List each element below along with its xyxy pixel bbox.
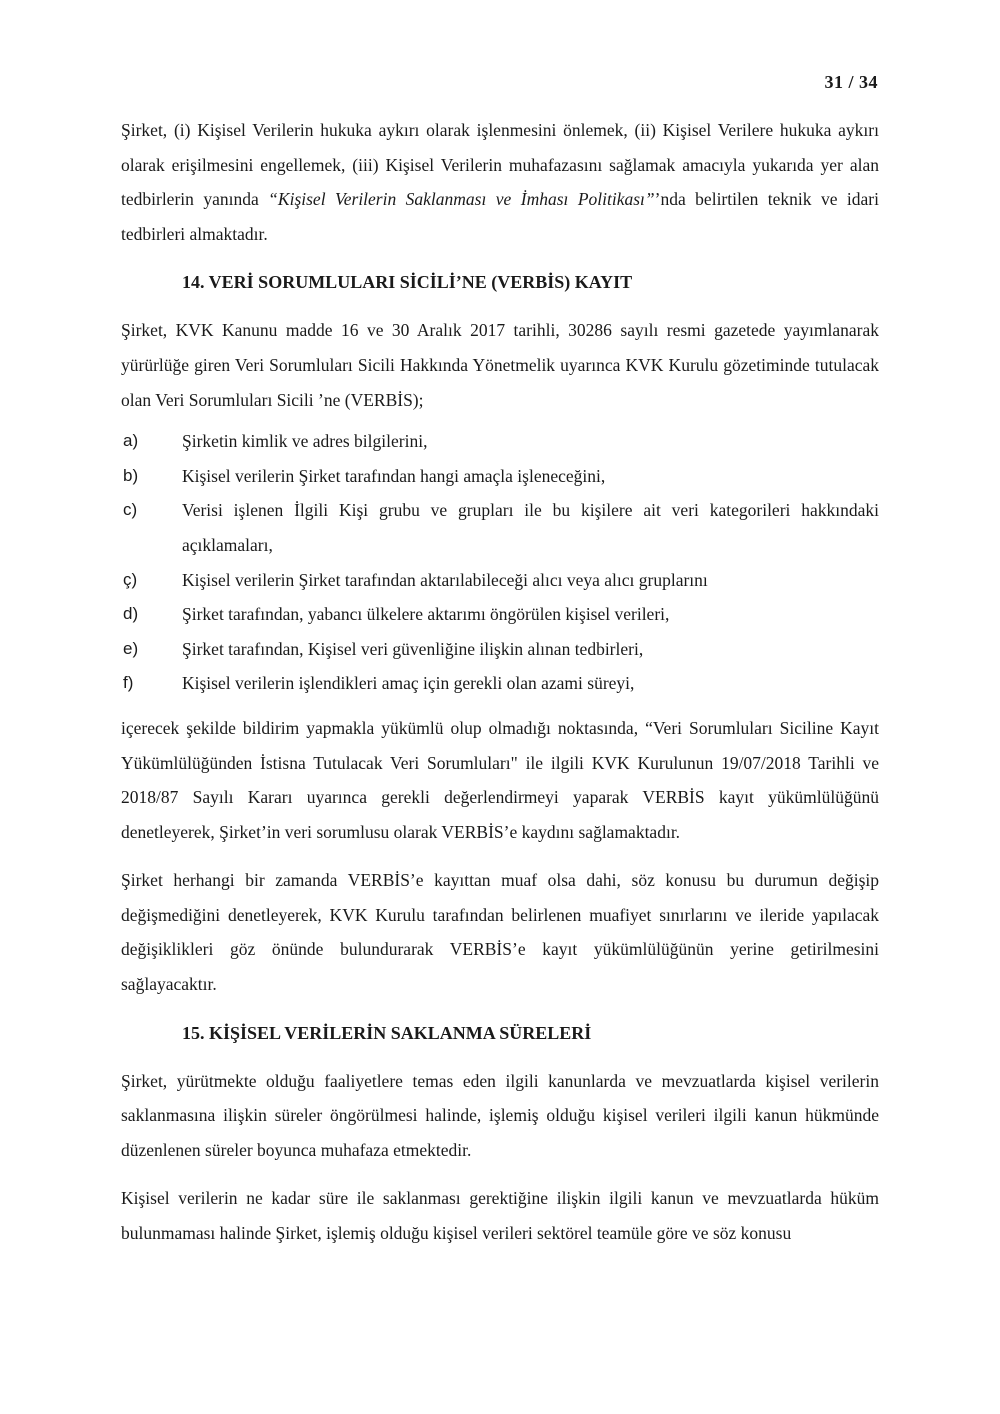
intro-text-end: ’nda belirtilen teknik ve idari tedbirleri almaktadır. xyxy=(121,189,879,244)
list-marker: b) xyxy=(123,465,139,485)
list-marker: c) xyxy=(123,500,138,520)
list-item-text: Şirket tarafından, Kişisel veri güvenliğine ilişkin alınan tedbirleri, xyxy=(182,638,644,659)
exemption-paragraph: Şirket herhangi bir zamanda VERBİS’e kayıttan muaf olsa dahi, söz konusu bu durumun değişip değişmediğini denetleyerek, KVK Kurulu tarafından belirlenen muafiyet sınırlarını ve ileride yapılacak değişiklikleri göz önünde bulundurarak VERBİS’e kayıt yükümlülüğünün yerine getirilmesini sağlayacaktır. xyxy=(121,870,879,995)
list-item xyxy=(121,563,879,598)
page-number: 31 / 34 xyxy=(824,72,878,92)
list-marker: f) xyxy=(123,673,134,693)
after-list-paragraph: içerecek şekilde bildirim yapmakla yükümlü olup olmadığı noktasında, “Veri Sorumluları Siciline Kayıt Yükümlülüğünden İstisna Tutulacak Veri Sorumluları" ile ilgili KVK Kurulunun 19/07/2018 Tarihli ve 2018/87 Sayılı Kararı uyarınca gerekli değerlendirmeyi yaparak VERBİS kayıt yükümlülüğünü denetleyerek, Şirket’in veri sorumlusu olarak VERBİS’e kaydını sağlamaktadır. xyxy=(121,717,879,842)
section-14-heading: 14. VERİ SORUMLULARI SİCİLİ’NE (VERBİS) KAYIT xyxy=(182,272,633,293)
list-item xyxy=(121,459,879,494)
verbis-requirements-list xyxy=(121,424,879,701)
list-marker: ç) xyxy=(123,569,138,589)
list-item xyxy=(121,493,879,562)
list-item-text: Şirketin kimlik ve adres bilgilerini, xyxy=(182,431,428,452)
list-item-text: Kişisel verilerin işlendikleri amaç için gerekli olan azami süreyi, xyxy=(182,673,635,694)
list-item xyxy=(121,666,879,701)
list-item-text: Kişisel verilerin Şirket tarafından aktarılabileceği alıcı veya alıcı gruplarını xyxy=(182,569,708,590)
list-item xyxy=(121,424,879,459)
list-item xyxy=(121,632,879,667)
list-marker: a) xyxy=(123,431,139,451)
policy-title-italic: “Kişisel Verilerin Saklanması ve İmhası Politikası” xyxy=(268,189,655,210)
list-item xyxy=(121,597,879,632)
list-item-text: Kişisel verilerin Şirket tarafından hangi amaçla işleneceğini, xyxy=(182,465,606,486)
intro-paragraph xyxy=(121,113,879,251)
intro-text-start: Şirket, (i) Kişisel Verilerin hukuka aykırı olarak işlenmesini önlemek, (ii) Kişisel Verilere hukuka aykırı olarak erişilmesini engellemek, (iii) Kişisel Verilerin muhafazasını sağlamak amacıyla yukarıda yer alan tedbirlerin yanında xyxy=(121,120,879,210)
list-item-text: Verisi işlenen İlgili Kişi grubu ve grupları ile bu kişilere ait veri kategorileri hakkındaki açıklamaları, xyxy=(182,500,879,555)
section-15-heading: 15. KİŞİSEL VERİLERİN SAKLANMA SÜRELERİ xyxy=(182,1022,592,1043)
section-15-paragraph-1: Şirket, yürütmekte olduğu faaliyetlere temas eden ilgili kanunlarda ve mevzuatlarda kişisel verilerin saklanmasına ilişkin süreler öngörülmesi halinde, işlemiş olduğu kişisel verileri ilgili kanun hükmünde düzenlenen süreler boyunca muhafaza etmektedir. xyxy=(121,1070,879,1160)
page-content xyxy=(121,113,879,1251)
section-15-paragraph-2: Kişisel verilerin ne kadar süre ile saklanması gerektiğine ilişkin ilgili kanun ve mevzuatlarda hüküm bulunmaması halinde Şirket, işlemiş olduğu kişisel verileri sektörel teamüle göre ve söz konusu xyxy=(121,1188,879,1244)
list-marker: e) xyxy=(123,638,139,658)
list-marker: d) xyxy=(123,604,139,624)
list-item-text: Şirket tarafından, yabancı ülkelere aktarımı öngörülen kişisel verileri, xyxy=(182,604,670,625)
section-14-lead-paragraph: Şirket, KVK Kanunu madde 16 ve 30 Aralık 2017 tarihli, 30286 sayılı resmi gazetede yayımlanarak yürürlüğe giren Veri Sorumluları Sicili Hakkında Yönetmelik uyarınca KVK Kurulu gözetiminde tutulacak olan Veri Sorumluları Sicili ’ne (VERBİS); xyxy=(121,320,879,410)
